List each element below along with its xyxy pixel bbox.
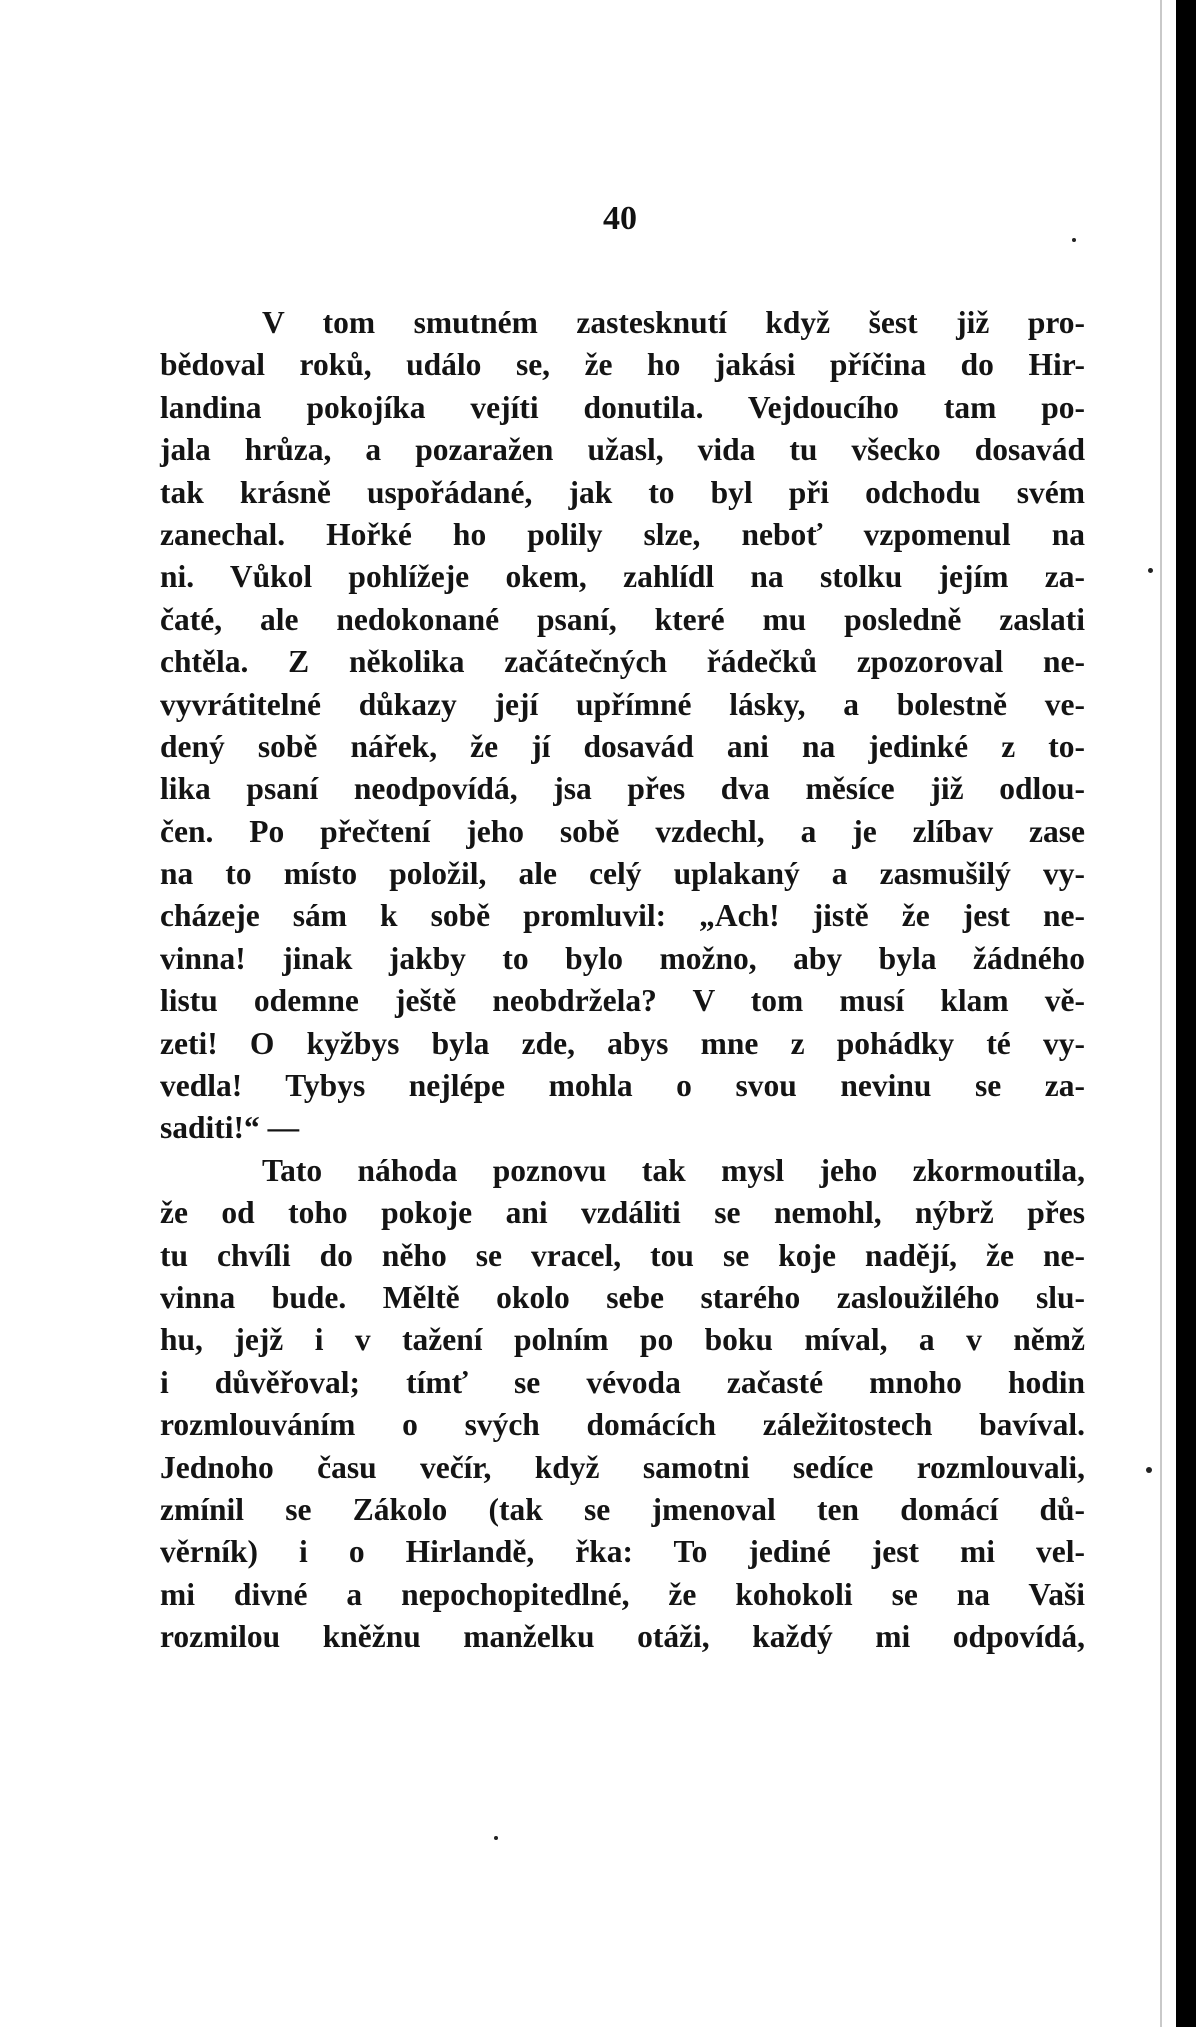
text-line: bědoval roků, událo se, že ho jakási příčina do Hir- [160, 347, 1085, 383]
text-line: jala hrůza, a pozaražen užasl, vida tu všecko dosavád [160, 432, 1085, 468]
text-line: rozmilou kněžnu manželku otáži, každý mi odpovídá, [160, 1619, 1085, 1655]
print-speck [1072, 238, 1076, 242]
text-line: saditi!“ — [160, 1110, 300, 1146]
text-line: vinna! jinak jakby to bylo možno, aby byla žádného [160, 940, 1085, 976]
text-line: zanechal. Hořké ho polily slze, neboť vzpomenul na [160, 516, 1085, 552]
text-line: landina pokojíka vejíti donutila. Vejdoucího tam po- [160, 389, 1085, 425]
text-line: vinna bude. Měltě okolo sebe starého zasloužilého slu- [160, 1279, 1085, 1315]
text-line: chtěla. Z několika začátečných řádečků zpozoroval ne- [160, 644, 1085, 680]
print-speck [494, 1836, 498, 1840]
text-line: hu, jejž i v tažení polním po boku míval, a v němž [160, 1322, 1085, 1358]
text-line: zeti! O kyžbys byla zde, abys mne z pohádky té vy- [160, 1025, 1085, 1061]
text-line: tu chvíli do něho se vracel, tou se koje nadějí, že ne- [160, 1237, 1085, 1273]
paragraph-1 [160, 302, 1085, 1150]
body-text [160, 302, 1085, 1659]
text-line: zmínil se Zákolo (tak se jmenoval ten domácí dů- [160, 1491, 1085, 1527]
text-line: ni. Vůkol pohlížeje okem, zahlídl na stolku jejím za- [160, 559, 1085, 595]
text-line: V tom smutném zastesknutí když šest již pro- [262, 305, 1085, 340]
text-line: Jednoho času večír, když samotni sedíce rozmlouvali, [160, 1449, 1085, 1485]
text-line: mi divné a nepochopitedlné, že kohokoli se na Vaši [160, 1576, 1085, 1612]
page-number: 40 [603, 200, 637, 237]
text-line: tak krásně uspořádané, jak to byl při odchodu svém [160, 474, 1085, 510]
text-line: vyvrátitelné důkazy její upřímné lásky, a bolestně ve- [160, 686, 1085, 722]
text-line: že od toho pokoje ani vzdáliti se nemohl, nýbrž přes [160, 1195, 1085, 1231]
print-speck [1146, 1467, 1152, 1473]
text-line: čaté, ale nedokonané psaní, které mu posledně zaslati [160, 601, 1085, 637]
paragraph-2 [160, 1150, 1085, 1659]
print-speck [1148, 568, 1153, 573]
text-line: lika psaní neodpovídá, jsa přes dva měsíce již odlou- [160, 771, 1085, 807]
page-edge [1160, 0, 1162, 2027]
text-line: čen. Po přečtení jeho sobě vzdechl, a je zlíbav zase [160, 813, 1085, 849]
text-line: věrník) i o Hirlandě, řka: To jediné jest mi vel- [160, 1534, 1085, 1570]
text-line: cházeje sám k sobě promluvil: „Ach! jistě že jest ne- [160, 898, 1085, 934]
text-line: na to místo položil, ale celý uplakaný a zasmušilý vy- [160, 856, 1085, 892]
text-line: rozmlouváním o svých domácích záležitostech bavíval. [160, 1407, 1085, 1443]
text-line: i důvěřoval; tímť se vévoda začasté mnoho hodin [160, 1364, 1085, 1400]
text-line: vedla! Tybys nejlépe mohla o svou nevinu se za- [160, 1068, 1085, 1104]
text-line: dený sobě nářek, že jí dosavád ani na jedinké z to- [160, 728, 1085, 764]
text-line: Tato náhoda poznovu tak mysl jeho zkormoutila, [262, 1152, 1085, 1188]
text-line: listu odemne ještě neobdržela? V tom musí klam vě- [160, 983, 1085, 1019]
